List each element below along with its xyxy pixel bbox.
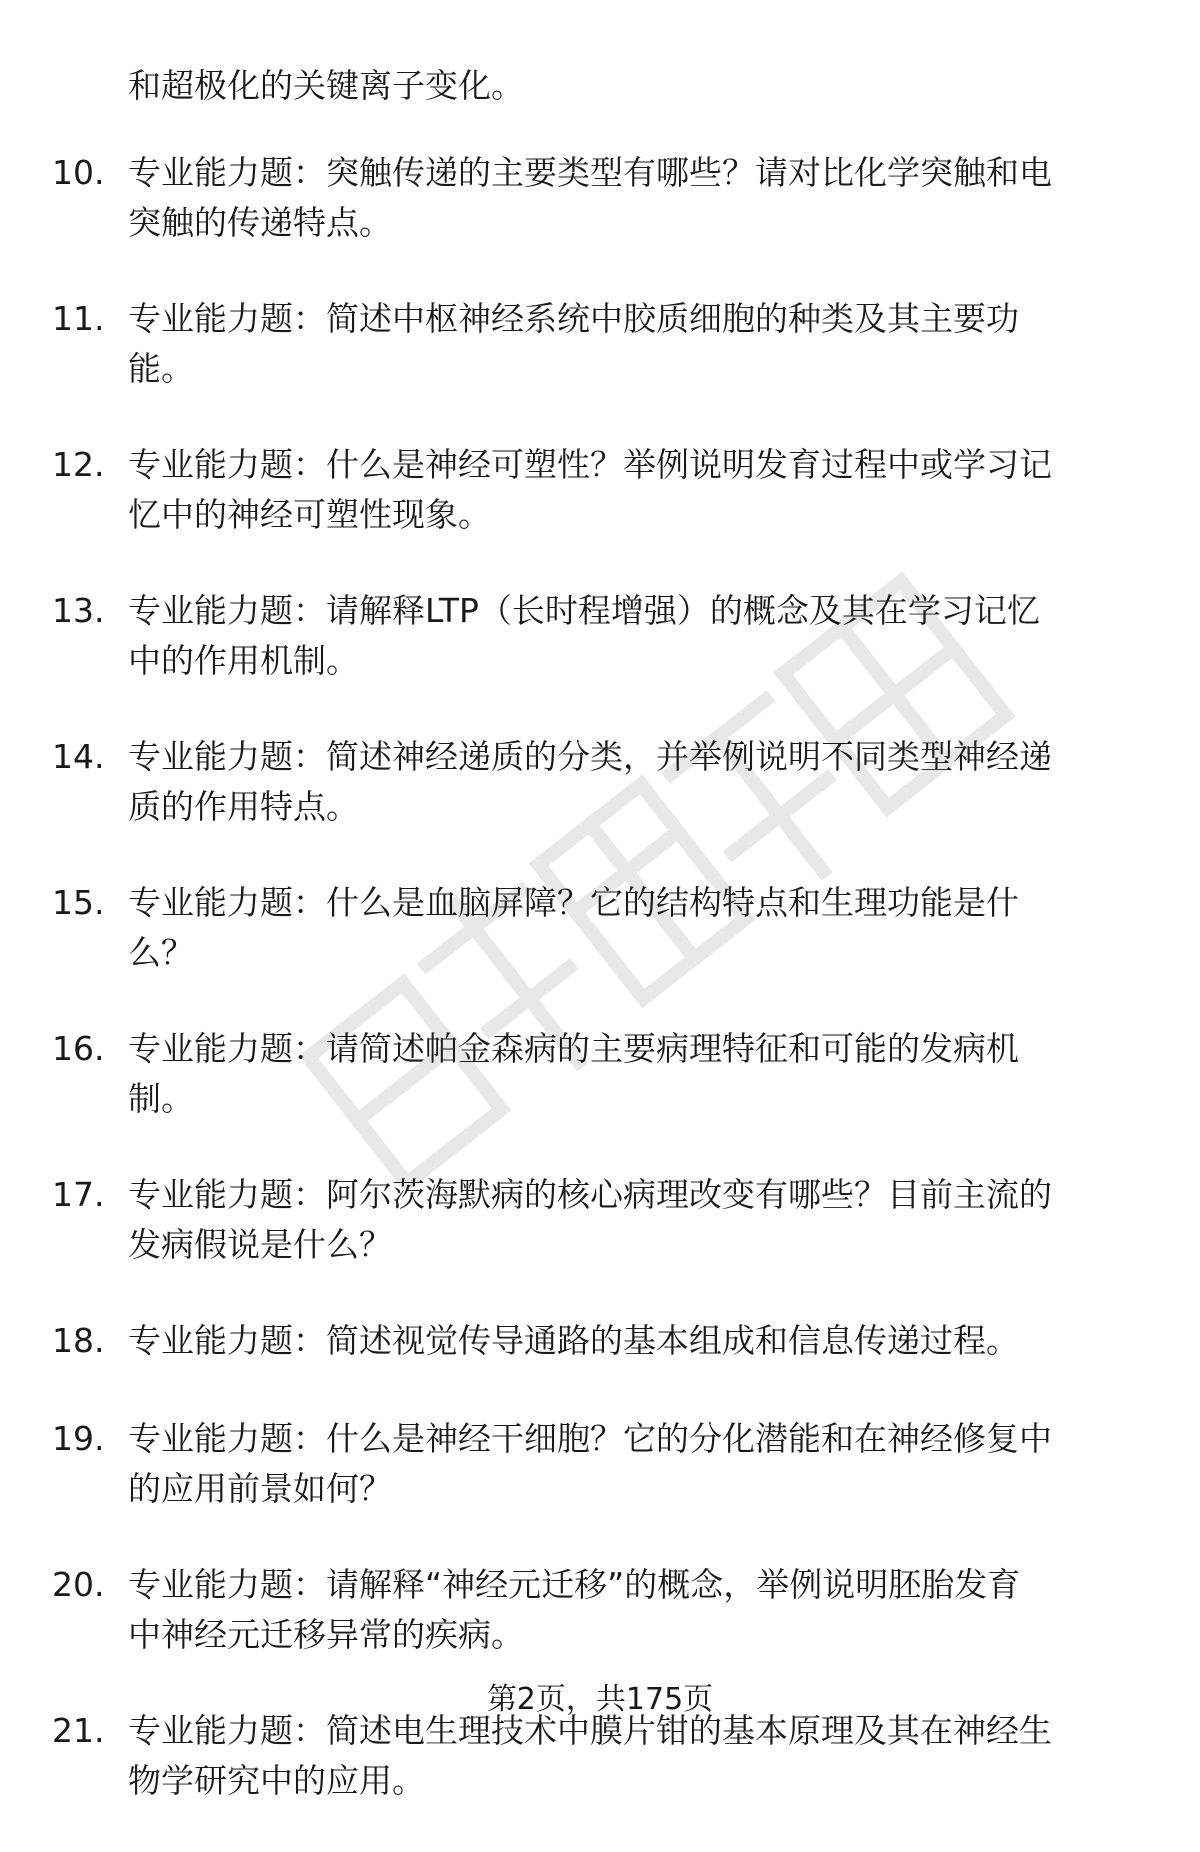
question-text [128,1414,1138,1514]
page-footer: 第2页，共175页 [486,1682,714,1717]
question-number: 20. [52,1565,105,1604]
question-line: 能。 [128,349,194,388]
question-text [128,294,1138,394]
question-line: 么？ [128,933,194,972]
question-number: 15. [52,883,105,922]
question-line: 中神经元迁移异常的疾病。 [128,1615,524,1654]
question-line: 专业能力题：请解释“神经元迁移”的概念，举例说明胚胎发育 [128,1565,1021,1604]
question-line: 的应用前景如何？ [128,1469,392,1508]
question-text [128,1560,1138,1660]
question-number: 14. [52,737,105,776]
question-line: 专业能力题：请解释LTP（长时程增强）的概念及其在学习记忆 [128,591,1040,630]
question-list [0,148,1200,1852]
question-text [128,1170,1138,1270]
question-text [128,148,1138,248]
question-text [128,1024,1138,1124]
question-item [0,1560,1200,1659]
question-line: 突触的传递特点。 [128,203,392,242]
question-text [128,1316,1138,1366]
question-text [128,878,1138,978]
question-item [0,1414,1200,1513]
question-line: 发病假说是什么？ [128,1225,392,1264]
question-text [128,732,1138,832]
continuation-text: 和超极化的关键离子变化。 [128,66,524,105]
question-item [0,1316,1200,1366]
question-number: 18. [52,1321,105,1360]
question-text [128,586,1138,686]
question-number: 12. [52,445,105,484]
question-item [0,1170,1200,1269]
question-item [0,1024,1200,1123]
question-item [0,440,1200,539]
question-line: 专业能力题：请简述帕金森病的主要病理特征和可能的发病机 [128,1029,1019,1068]
question-line: 物学研究中的应用。 [128,1761,425,1800]
question-number: 19. [52,1419,105,1458]
question-item [0,148,1200,247]
question-item [0,732,1200,831]
question-line: 质的作用特点。 [128,787,359,826]
question-number: 10. [52,153,105,192]
question-number: 21. [52,1711,105,1750]
question-line: 制。 [128,1079,194,1118]
question-item [0,294,1200,393]
question-number: 13. [52,591,105,630]
question-line: 中的作用机制。 [128,641,359,680]
question-line: 专业能力题：阿尔茨海默病的核心病理改变有哪些？目前主流的 [128,1175,1052,1214]
question-line: 专业能力题：什么是神经可塑性？举例说明发育过程中或学习记 [128,445,1052,484]
question-number: 11. [52,299,105,338]
question-text [128,440,1138,540]
question-line: 专业能力题：简述中枢神经系统中胶质细胞的种类及其主要功 [128,299,1019,338]
question-line: 专业能力题：什么是神经干细胞？它的分化潜能和在神经修复中 [128,1419,1052,1458]
question-line: 专业能力题：突触传递的主要类型有哪些？请对比化学突触和电 [128,153,1052,192]
question-line: 忆中的神经可塑性现象。 [128,495,491,534]
question-line: 专业能力题：简述神经递质的分类，并举例说明不同类型神经递 [128,737,1052,776]
question-item [0,586,1200,685]
question-line: 专业能力题：简述电生理技术中膜片钳的基本原理及其在神经生 [128,1711,1052,1750]
question-number: 17. [52,1175,105,1214]
question-line: 专业能力题：什么是血脑屏障？它的结构特点和生理功能是什 [128,883,1019,922]
question-number: 16. [52,1029,105,1068]
question-line: 专业能力题：简述视觉传导通路的基本组成和信息传递过程。 [128,1321,1019,1360]
question-item [0,878,1200,977]
